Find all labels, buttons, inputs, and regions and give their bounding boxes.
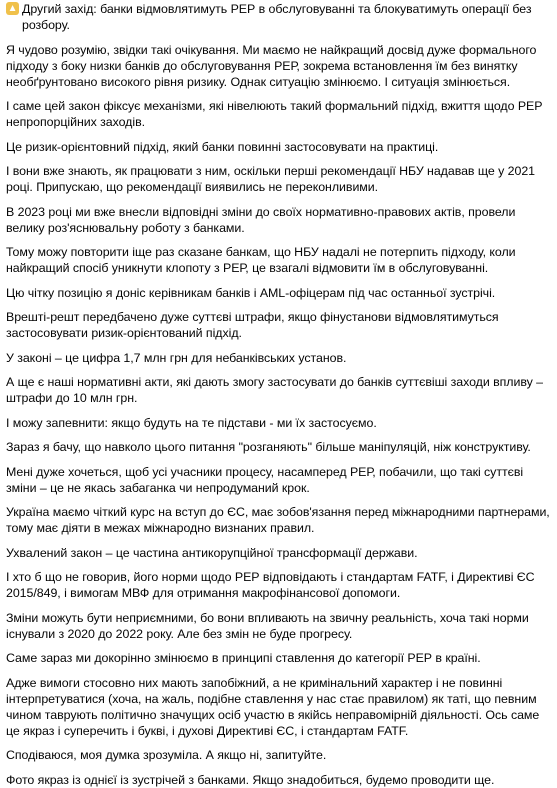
post-paragraph: І вони вже знають, як працювати з ним, оскільки перші рекомендації НБУ надавав ще у 2021 році. Припускаю, що рекомендації виявились не переконливими. xyxy=(6,164,536,194)
post-paragraph: В 2023 році ми вже внесли відповідні зміни до своїх нормативно-правових актів, провели велику роз'яснювальну роботу з банками. xyxy=(6,204,516,235)
post-paragraph: Тому можу повторити іще раз сказане банкам, що НБУ надалі не потерпить підходу, коли найкращий спосіб уникнути клопоту з РЕР, це взагалі відмовити їм в обслуговуванні. xyxy=(6,245,516,275)
post-paragraph: Ухвалений закон – це частина антикорупційної трансформації держави. xyxy=(6,545,418,560)
post-paragraph: І хто б що не говорив, його норми щодо РЕР відповідають і стандартам FATF, і Директиві ЄС 2015/849, і вимогам МВФ для отримання макрофінансової допомоги. xyxy=(6,570,535,600)
post-paragraph: Фото якраз із однієї із зустрічей з банками. Якщо знадобиться, будемо проводити ще. xyxy=(6,772,495,787)
post-paragraph: І саме цей закон фіксує механізми, які нівелюють такий формальний підхід, вжиття щодо РЕР непропорційних заходів. xyxy=(6,99,543,129)
post-paragraph: Україна маємо чіткий курс на вступ до ЄС, має зобов'язання перед міжнародними партнерами, тому має діяти в межах міжнародно визнаних правил. xyxy=(6,505,550,535)
paragraph-text: Другий захід: банки відмовлятимуть РЕР в обслуговуванні та блокуватимуть операції без розбору. xyxy=(22,2,532,32)
post-paragraph: Це ризик-орієнтовний підхід, який банки повинні застосовувати на практиці. xyxy=(6,139,439,154)
post-paragraph: Мені дуже хочеться, щоб усі учасники процесу, насамперед РЕР, побачили, що такі суттєві зміни – це не якась забаганка чи непродуманий крок. xyxy=(6,464,524,495)
post-paragraph: У законі – це цифра 1,7 млн грн для небанківських установ. xyxy=(6,350,347,365)
post-paragraph: Адже вимоги стосовно них мають запобіжний, а не кримінальний характер і не повинні інтерпретуватися (хоча, на жаль, подібне ставлення у нас стає правилом) як таті, що певним чином таврують політично значущих осіб участю в якійсь неправомірній діяльності. Ось саме це якраз і суперечить і букві, і духові Директиві ЄС, і стандартам FATF. xyxy=(6,675,540,738)
post-paragraph: Саме зараз ми докорінно змінюємо в принципі ставлення до категорії РЕР в країні. xyxy=(6,651,481,665)
post-paragraph: Я чудово розумію, звідки такі очікування. Ми маємо не найкращий досвід дуже формального підходу з боку низки банків до обслуговування РЕР, зокрема встановлення їм без винятку необґрунтовано високого рівня ризику. Однак ситуацію змінюємо. І ситуація змінюється. xyxy=(6,42,537,89)
post-paragraph: І можу запевнити: якщо будуть на те підстави - ми їх застосуємо. xyxy=(6,415,377,430)
thumbs-up-icon: ▲ xyxy=(7,3,18,14)
post-paragraph xyxy=(6,1,552,33)
post-paragraph: Цю чітку позицію я доніс керівникам банків і AML-офіцерам під час останньої зустрічі. xyxy=(6,285,496,300)
post-paragraph: А ще є наші нормативні акти, які дають змогу застосувати до банків суттєвіші заходи впливу – штрафи до 10 млн грн. xyxy=(6,375,543,405)
post-paragraph: Зараз я бачу, що навколо цього питання "розганяють" більше маніпуляцій, ніж конструктиву. xyxy=(6,440,531,454)
post-paragraph: Зміни можуть бути неприємними, бо вони впливають на звичну реальність, хоча такі норми існували з 2020 до 2022 року. Але без змін не буде прогресу. xyxy=(6,610,529,641)
post-paragraph: Врешті-решт передбачено дуже суттєві штрафи, якщо фінустанови відмовлятимуться застосовувати ризик-орієнтований підхід. xyxy=(6,310,499,340)
post-paragraph: Сподіваюся, моя думка зрозуміла. А якщо ні, запитуйте. xyxy=(6,748,327,762)
